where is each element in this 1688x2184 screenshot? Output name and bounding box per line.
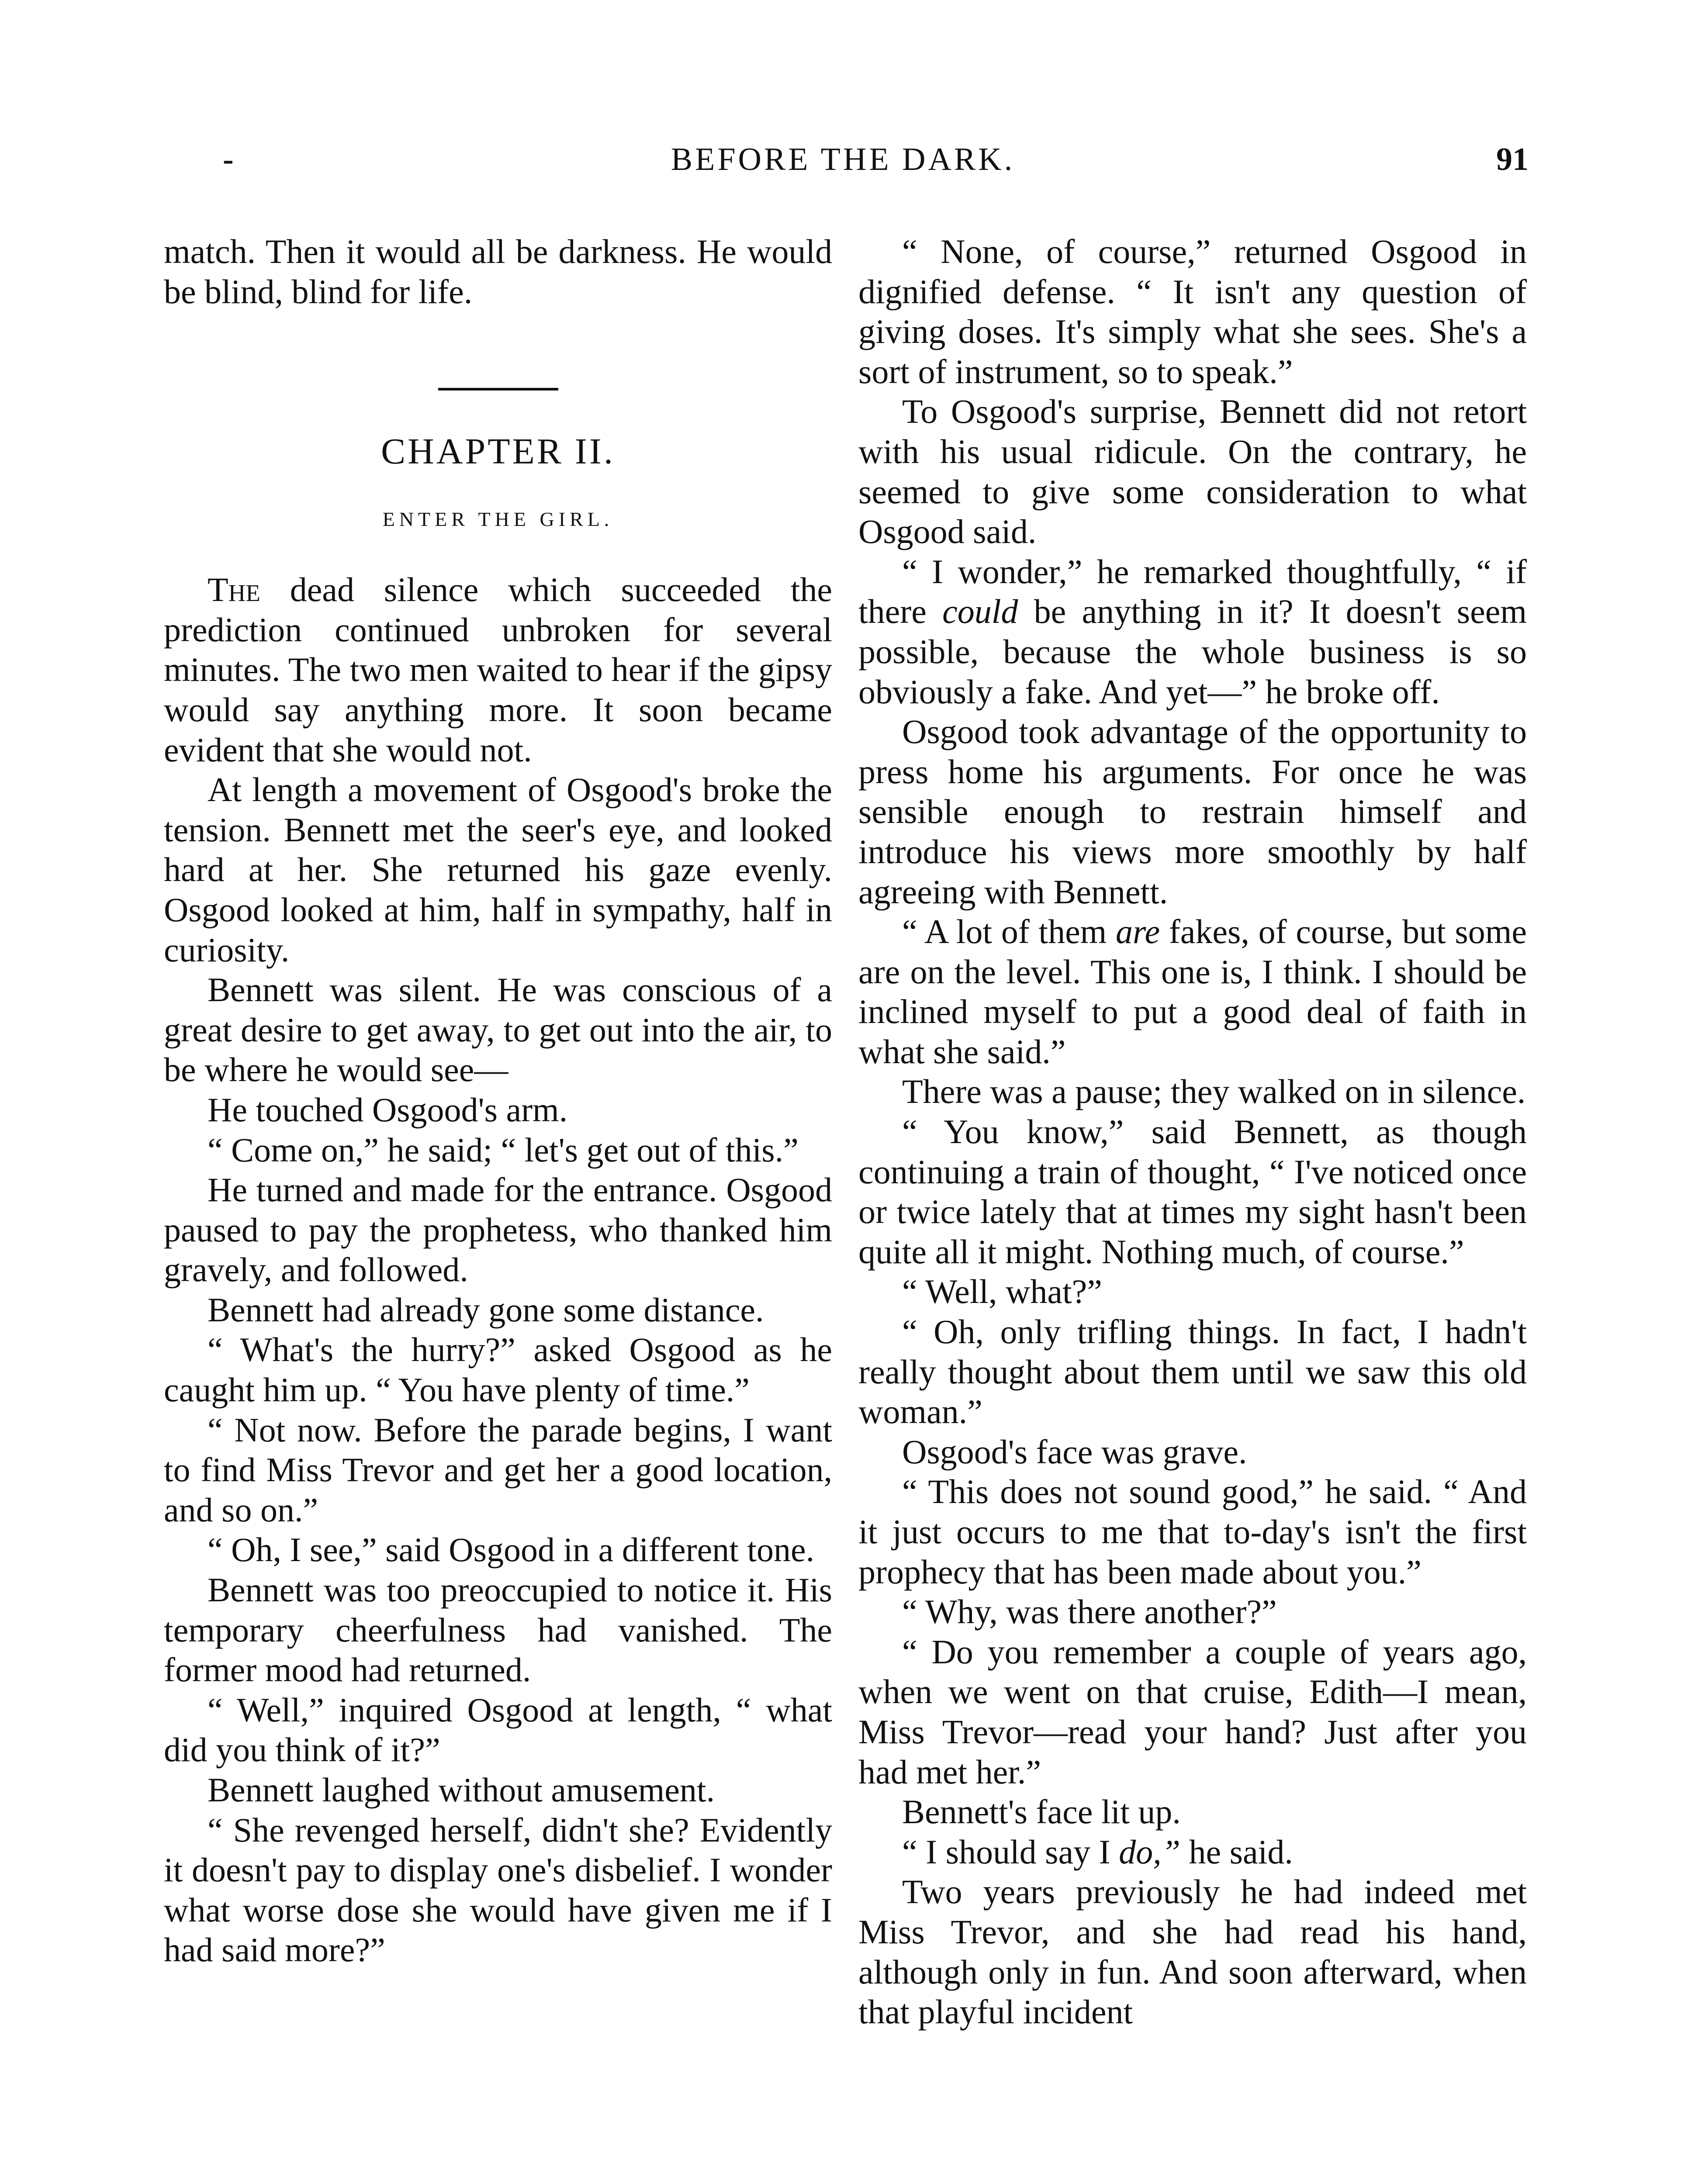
- paragraph: match. Then it would all be darkness. He would be blind, blind for life.: [164, 232, 832, 311]
- paragraph: Bennett was silent. He was conscious of a great desire to get away, to get out into the air, to be where he would see—: [164, 971, 832, 1089]
- paragraph: “ She revenged herself, didn't she? Evidently it doesn't pay to display one's disbelief. I wonder what worse dose she would have given me if I had said more?”: [164, 1811, 832, 1969]
- running-title: BEFORE THE DARK.: [671, 142, 1015, 177]
- paragraph: “ Oh, I see,” said Osgood in a different tone.: [208, 1531, 815, 1569]
- paragraph: At length a movement of Osgood's broke the tension. Bennett met the seer's eye, and looked hard at her. She returned his gaze evenly. Osgood looked at him, half in sympathy, half in curiosity.: [164, 771, 832, 969]
- paragraph: “ Come on,” he said; “ let's get out of this.”: [208, 1130, 799, 1169]
- page-number: 91: [1496, 142, 1529, 177]
- paragraph: He touched Osgood's arm.: [208, 1090, 568, 1129]
- paragraph: Osgood's face was grave.: [902, 1432, 1247, 1471]
- right-column: [858, 232, 1527, 2032]
- paragraph: “ I wonder,” he remarked thoughtfully, “ if there could be anything in it? It doesn't seem possible, because the whole business is so obviously a fake. And yet—” he broke off.: [858, 552, 1527, 711]
- paragraph: “ Do you remember a couple of years ago, when we went on that cruise, Edith—I mean, Miss Trevor—read your hand? Just after you had met her.”: [858, 1632, 1527, 1791]
- paragraph: “ What's the hurry?” asked Osgood as he caught him up. “ You have plenty of time.”: [164, 1330, 832, 1409]
- paragraph: The dead silence which succeeded the prediction continued unbroken for several minutes. The two men waited to hear if the gipsy would say anything more. It soon became evident that she would not.: [164, 570, 832, 769]
- paragraph: Bennett laughed without amusement.: [208, 1771, 715, 1809]
- paragraph: “ I should say I do,” he said.: [902, 1832, 1293, 1871]
- emphasis: do,”: [1119, 1832, 1180, 1871]
- paragraph: “ Well, what?”: [902, 1272, 1102, 1311]
- paragraph: There was a pause; they walked on in silence.: [902, 1072, 1526, 1111]
- emphasis: are: [1116, 912, 1160, 951]
- paragraph: Bennett's face lit up.: [902, 1793, 1181, 1831]
- paragraph: He turned and made for the entrance. Osgood paused to pay the prophetess, who thanked him gravely, and followed.: [164, 1171, 832, 1289]
- paragraph: To Osgood's surprise, Bennett did not retort with his usual ridicule. On the contrary, he seemed to give some consideration to what Osgood said.: [858, 392, 1527, 551]
- left-column: [164, 232, 832, 1970]
- paragraph: “ None, of course,” returned Osgood in dignified defense. “ It isn't any question of giving doses. It's simply what she sees. She's a sort of instrument, so to speak.”: [858, 232, 1527, 390]
- paragraph: “ Oh, only trifling things. In fact, I hadn't really thought about them until we saw this old woman.”: [858, 1313, 1527, 1431]
- paragraph: Bennett was too preoccupied to notice it. His temporary cheerfulness had vanished. The former mood had returned.: [164, 1571, 832, 1689]
- running-head: [157, 135, 1529, 183]
- section-divider: [438, 388, 558, 390]
- chapter-subtitle: ENTER THE GIRL.: [382, 508, 614, 531]
- first-word: The: [208, 570, 260, 609]
- paragraph: “ You know,” said Bennett, as though continuing a train of thought, “ I've noticed once or twice lately that at times my sight hasn't been quite all it might. Nothing much, of course.”: [858, 1113, 1527, 1271]
- paragraph: “ Why, was there another?”: [902, 1593, 1277, 1631]
- paragraph: “ This does not sound good,” he said. “ And it just occurs to me that to-day's isn't the first prophecy that has been made about you.”: [858, 1472, 1527, 1591]
- paragraph: “ Not now. Before the parade begins, I want to find Miss Trevor and get her a good location, and so on.”: [164, 1410, 832, 1529]
- paragraph: “ Well,” inquired Osgood at length, “ what did you think of it?”: [164, 1690, 832, 1769]
- paragraph: “ A lot of them are fakes, of course, but some are on the level. This one is, I think. I should be inclined myself to put a good deal of faith in what she said.”: [858, 912, 1527, 1071]
- chapter-title: CHAPTER II.: [381, 431, 615, 472]
- emphasis: could: [942, 592, 1018, 631]
- paragraph: Osgood took advantage of the opportunity to press home his arguments. For once he was sensible enough to restrain himself and introduce his views more smoothly by half agreeing with Bennett.: [858, 712, 1527, 911]
- paragraph: Two years previously he had indeed met Miss Trevor, and she had read his hand, although only in fun. And soon afterward, when that playful incident: [858, 1873, 1527, 2031]
- header-mark: -: [223, 142, 234, 177]
- paragraph: Bennett had already gone some distance.: [208, 1290, 764, 1329]
